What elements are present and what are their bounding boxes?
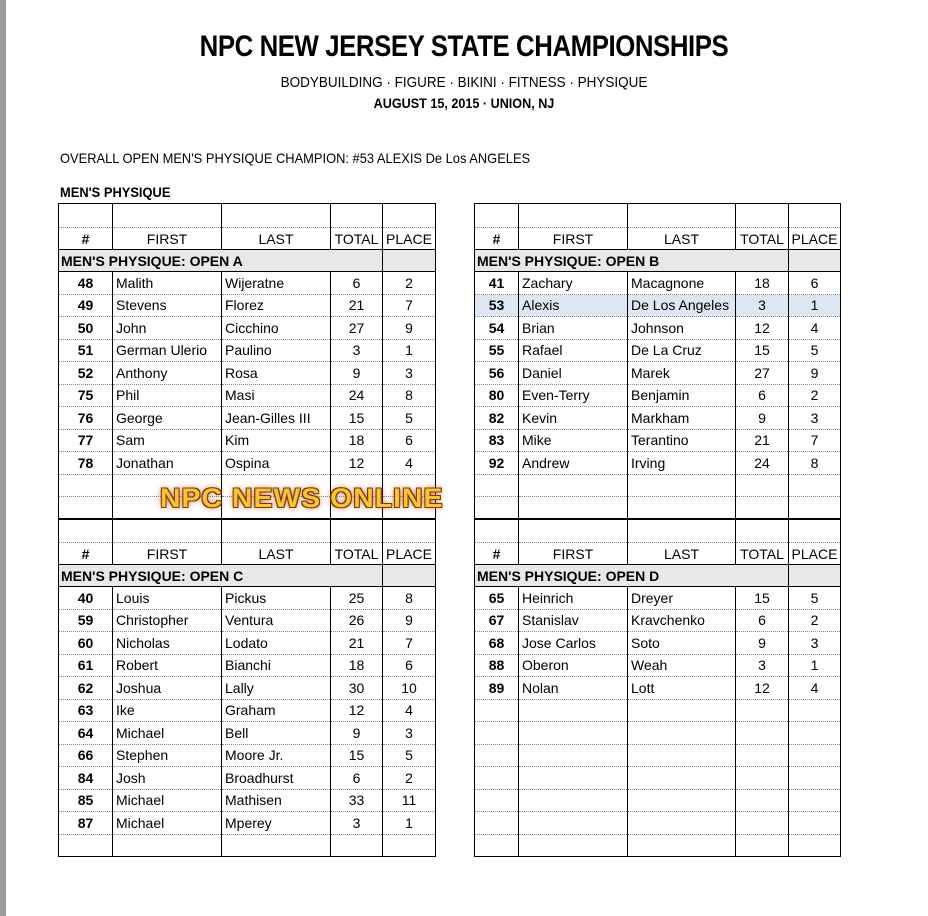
col-last-cell: Markham	[628, 407, 736, 430]
col-last-cell: Mathisen	[222, 789, 331, 812]
table-row	[59, 632, 436, 655]
group-title: MEN'S PHYSIQUE: OPEN D	[475, 565, 736, 587]
col-number-cell: 64	[59, 722, 113, 745]
col-number-cell: 76	[59, 407, 113, 430]
column-header-row	[475, 543, 841, 565]
col-total-cell: 12	[736, 677, 789, 700]
page-title: NPC NEW JERSEY STATE CHAMPIONSHIPS	[199, 30, 729, 63]
col-last-cell: Wijeratne	[222, 272, 331, 295]
col-first-cell: Phil	[113, 384, 222, 407]
table-row	[475, 609, 841, 632]
col-number-cell: 68	[475, 632, 519, 655]
col-last-cell: Lally	[222, 677, 331, 700]
table-row	[475, 407, 841, 430]
col-place-cell: 6	[383, 654, 436, 677]
col-number-cell: 67	[475, 609, 519, 632]
table-row	[475, 429, 841, 452]
blank-header-row	[475, 204, 841, 228]
col-number-cell: 88	[475, 654, 519, 677]
table-row	[59, 429, 436, 452]
col-number-cell: 92	[475, 452, 519, 475]
watermark-logo: NPC NEWS ONLINE	[160, 483, 444, 513]
col-place-cell: 7	[383, 632, 436, 655]
column-header-col-place: PLACE	[789, 228, 841, 250]
col-last-cell: Mperey	[222, 812, 331, 835]
col-place-cell: 4	[383, 699, 436, 722]
col-first-cell: Andrew	[519, 452, 628, 475]
col-number-cell: 53	[475, 294, 519, 317]
page-subtitle: BODYBUILDING · FIGURE · BIKINI · FITNESS · PHYSIQUE	[280, 74, 648, 91]
col-number-cell: 75	[59, 384, 113, 407]
col-number-cell: 65	[475, 587, 519, 610]
table-row	[59, 452, 436, 475]
column-header-col-first: FIRST	[519, 543, 628, 565]
col-total-cell: 3	[331, 812, 383, 835]
col-place-cell: 7	[789, 429, 841, 452]
col-last-cell: Kravchenko	[628, 609, 736, 632]
col-place-cell: 7	[383, 294, 436, 317]
col-place-cell: 5	[383, 407, 436, 430]
event-date: AUGUST 15, 2015 · UNION, NJ	[373, 95, 555, 111]
col-last-cell: Marek	[628, 362, 736, 385]
col-last-cell: Lott	[628, 677, 736, 700]
col-place-cell: 3	[383, 362, 436, 385]
col-last-cell: Lodato	[222, 632, 331, 655]
col-first-cell: Daniel	[519, 362, 628, 385]
col-last-cell: Ventura	[222, 609, 331, 632]
table-row	[59, 587, 436, 610]
col-first-cell: Louis	[113, 587, 222, 610]
col-total-cell: 3	[331, 339, 383, 362]
col-last-cell: Jean-Gilles III	[222, 407, 331, 430]
col-place-cell: 5	[383, 744, 436, 767]
empty-row	[475, 789, 841, 812]
col-number-cell: 55	[475, 339, 519, 362]
column-header-col-place: PLACE	[789, 543, 841, 565]
col-place-cell: 1	[789, 654, 841, 677]
col-place-cell: 3	[383, 722, 436, 745]
table-row	[475, 677, 841, 700]
col-first-cell: Nicholas	[113, 632, 222, 655]
table-row	[59, 767, 436, 790]
table-row	[475, 294, 841, 317]
table-row	[59, 407, 436, 430]
table-row	[59, 609, 436, 632]
col-first-cell: Josh	[113, 767, 222, 790]
col-total-cell: 12	[331, 699, 383, 722]
table-row	[59, 699, 436, 722]
col-first-cell: Alexis	[519, 294, 628, 317]
col-total-cell: 24	[331, 384, 383, 407]
col-number-cell: 77	[59, 429, 113, 452]
col-first-cell: Malith	[113, 272, 222, 295]
col-number-cell: 84	[59, 767, 113, 790]
column-header-col-last: LAST	[628, 228, 736, 250]
col-last-cell: Florez	[222, 294, 331, 317]
table-row	[475, 654, 841, 677]
col-number-cell: 66	[59, 744, 113, 767]
col-total-cell: 6	[736, 609, 789, 632]
col-first-cell: Stevens	[113, 294, 222, 317]
col-number-cell: 40	[59, 587, 113, 610]
col-last-cell: Weah	[628, 654, 736, 677]
col-last-cell: Ospina	[222, 452, 331, 475]
column-header-col-last: LAST	[628, 543, 736, 565]
col-first-cell: German Ulerio	[113, 339, 222, 362]
col-last-cell: De Los Angeles	[628, 294, 736, 317]
col-last-cell: Dreyer	[628, 587, 736, 610]
table-row	[59, 722, 436, 745]
col-place-cell: 2	[383, 272, 436, 295]
table-row	[59, 272, 436, 295]
table-row	[59, 744, 436, 767]
col-first-cell: Heinrich	[519, 587, 628, 610]
col-total-cell: 18	[736, 272, 789, 295]
group-title-row	[475, 565, 841, 587]
empty-row	[475, 474, 841, 497]
col-total-cell: 12	[736, 317, 789, 340]
table-row	[475, 317, 841, 340]
col-total-cell: 30	[331, 677, 383, 700]
col-number-cell: 82	[475, 407, 519, 430]
col-number-cell: 61	[59, 654, 113, 677]
group-title-row	[59, 565, 436, 587]
col-number-cell: 41	[475, 272, 519, 295]
table-row	[475, 384, 841, 407]
col-number-cell: 54	[475, 317, 519, 340]
empty-row	[59, 834, 436, 857]
col-last-cell: Moore Jr.	[222, 744, 331, 767]
col-first-cell: Zachary	[519, 272, 628, 295]
column-header-col-last: LAST	[222, 228, 331, 250]
table-row	[475, 632, 841, 655]
col-number-cell: 52	[59, 362, 113, 385]
col-first-cell: Rafael	[519, 339, 628, 362]
col-first-cell: Mike	[519, 429, 628, 452]
col-number-cell: 60	[59, 632, 113, 655]
table-row	[475, 362, 841, 385]
column-header-col-total: TOTAL	[331, 228, 383, 250]
col-first-cell: Joshua	[113, 677, 222, 700]
col-total-cell: 33	[331, 789, 383, 812]
results-table-open-c	[58, 518, 436, 857]
table-row	[59, 362, 436, 385]
column-header-col-first: FIRST	[113, 228, 222, 250]
col-first-cell: Ike	[113, 699, 222, 722]
column-header-col-number: #	[59, 228, 113, 250]
col-place-cell: 8	[383, 587, 436, 610]
column-header-col-first: FIRST	[113, 543, 222, 565]
column-header-col-total: TOTAL	[331, 543, 383, 565]
col-place-cell: 8	[789, 452, 841, 475]
col-last-cell: Irving	[628, 452, 736, 475]
col-total-cell: 24	[736, 452, 789, 475]
column-header-row	[59, 228, 436, 250]
col-place-cell: 2	[789, 609, 841, 632]
group-title: MEN'S PHYSIQUE: OPEN B	[475, 250, 736, 272]
col-place-cell: 1	[789, 294, 841, 317]
col-last-cell: Masi	[222, 384, 331, 407]
col-place-cell: 9	[383, 317, 436, 340]
column-header-row	[475, 228, 841, 250]
col-total-cell: 6	[331, 767, 383, 790]
col-place-cell: 4	[789, 677, 841, 700]
empty-row	[475, 699, 841, 722]
col-total-cell: 18	[331, 429, 383, 452]
table-row	[59, 789, 436, 812]
col-total-cell: 6	[331, 272, 383, 295]
col-last-cell: Benjamin	[628, 384, 736, 407]
col-last-cell: Kim	[222, 429, 331, 452]
col-place-cell: 8	[383, 384, 436, 407]
col-first-cell: Robert	[113, 654, 222, 677]
results-table-open-b	[474, 203, 841, 520]
col-total-cell: 15	[736, 587, 789, 610]
column-header-col-total: TOTAL	[736, 543, 789, 565]
col-place-cell: 2	[383, 767, 436, 790]
col-total-cell: 9	[736, 632, 789, 655]
table-row	[59, 384, 436, 407]
col-number-cell: 89	[475, 677, 519, 700]
col-place-cell: 6	[789, 272, 841, 295]
table-row	[59, 677, 436, 700]
col-total-cell: 21	[736, 429, 789, 452]
col-first-cell: John	[113, 317, 222, 340]
table-row	[475, 587, 841, 610]
col-total-cell: 3	[736, 654, 789, 677]
column-header-col-place: PLACE	[383, 543, 436, 565]
col-number-cell: 80	[475, 384, 519, 407]
col-place-cell: 3	[789, 407, 841, 430]
col-number-cell: 48	[59, 272, 113, 295]
blank-header-row	[59, 204, 436, 228]
empty-row	[475, 812, 841, 835]
group-title: MEN'S PHYSIQUE: OPEN A	[59, 250, 331, 272]
col-first-cell: Stanislav	[519, 609, 628, 632]
col-number-cell: 62	[59, 677, 113, 700]
col-last-cell: Broadhurst	[222, 767, 331, 790]
col-last-cell: Bell	[222, 722, 331, 745]
column-header-col-last: LAST	[222, 543, 331, 565]
col-total-cell: 9	[736, 407, 789, 430]
col-total-cell: 25	[331, 587, 383, 610]
col-place-cell: 9	[383, 609, 436, 632]
column-header-col-number: #	[59, 543, 113, 565]
table-row	[59, 317, 436, 340]
group-title-row	[59, 250, 436, 272]
column-header-col-number: #	[475, 228, 519, 250]
col-first-cell: Even-Terry	[519, 384, 628, 407]
col-first-cell: Sam	[113, 429, 222, 452]
col-last-cell: Graham	[222, 699, 331, 722]
col-first-cell: Michael	[113, 812, 222, 835]
col-number-cell: 51	[59, 339, 113, 362]
col-first-cell: Christopher	[113, 609, 222, 632]
column-header-col-number: #	[475, 543, 519, 565]
empty-row	[475, 497, 841, 520]
col-last-cell: Bianchi	[222, 654, 331, 677]
col-first-cell: Michael	[113, 789, 222, 812]
col-last-cell: Macagnone	[628, 272, 736, 295]
col-first-cell: Anthony	[113, 362, 222, 385]
col-place-cell: 5	[789, 587, 841, 610]
col-number-cell: 83	[475, 429, 519, 452]
col-place-cell: 11	[383, 789, 436, 812]
table-row	[475, 452, 841, 475]
results-table-open-a	[58, 203, 436, 520]
col-total-cell: 27	[331, 317, 383, 340]
col-total-cell: 21	[331, 294, 383, 317]
col-first-cell: George	[113, 407, 222, 430]
col-number-cell: 78	[59, 452, 113, 475]
col-last-cell: Paulino	[222, 339, 331, 362]
col-place-cell: 9	[789, 362, 841, 385]
empty-row	[475, 834, 841, 857]
empty-row	[475, 722, 841, 745]
col-place-cell: 1	[383, 812, 436, 835]
col-first-cell: Jonathan	[113, 452, 222, 475]
table-row	[59, 654, 436, 677]
col-first-cell: Brian	[519, 317, 628, 340]
col-first-cell: Stephen	[113, 744, 222, 767]
col-first-cell: Kevin	[519, 407, 628, 430]
col-total-cell: 6	[736, 384, 789, 407]
table-row	[475, 272, 841, 295]
col-last-cell: Pickus	[222, 587, 331, 610]
table-row	[475, 339, 841, 362]
col-number-cell: 56	[475, 362, 519, 385]
col-number-cell: 85	[59, 789, 113, 812]
column-header-col-first: FIRST	[519, 228, 628, 250]
col-number-cell: 49	[59, 294, 113, 317]
col-last-cell: Johnson	[628, 317, 736, 340]
col-place-cell: 1	[383, 339, 436, 362]
col-total-cell: 9	[331, 362, 383, 385]
col-first-cell: Oberon	[519, 654, 628, 677]
col-total-cell: 15	[331, 744, 383, 767]
table-row	[59, 339, 436, 362]
col-total-cell: 21	[331, 632, 383, 655]
col-total-cell: 15	[331, 407, 383, 430]
col-last-cell: Terantino	[628, 429, 736, 452]
section-heading: MEN'S PHYSIQUE	[60, 184, 171, 200]
blank-header-row	[59, 519, 436, 543]
table-row	[59, 812, 436, 835]
col-first-cell: Nolan	[519, 677, 628, 700]
col-last-cell: Cicchino	[222, 317, 331, 340]
col-number-cell: 59	[59, 609, 113, 632]
col-place-cell: 2	[789, 384, 841, 407]
col-total-cell: 26	[331, 609, 383, 632]
col-place-cell: 5	[789, 339, 841, 362]
col-total-cell: 9	[331, 722, 383, 745]
col-first-cell: Michael	[113, 722, 222, 745]
col-place-cell: 6	[383, 429, 436, 452]
page-left-edge	[0, 0, 6, 916]
blank-header-row	[475, 519, 841, 543]
group-title: MEN'S PHYSIQUE: OPEN C	[59, 565, 331, 587]
col-place-cell: 10	[383, 677, 436, 700]
col-number-cell: 50	[59, 317, 113, 340]
col-total-cell: 12	[331, 452, 383, 475]
group-title-row	[475, 250, 841, 272]
results-table-open-d	[474, 518, 841, 857]
col-number-cell: 87	[59, 812, 113, 835]
col-total-cell: 27	[736, 362, 789, 385]
empty-row	[475, 744, 841, 767]
col-total-cell: 15	[736, 339, 789, 362]
col-place-cell: 4	[383, 452, 436, 475]
col-total-cell: 3	[736, 294, 789, 317]
table-row	[59, 294, 436, 317]
col-first-cell: Jose Carlos	[519, 632, 628, 655]
empty-row	[475, 767, 841, 790]
col-place-cell: 4	[789, 317, 841, 340]
column-header-row	[59, 543, 436, 565]
col-last-cell: De La Cruz	[628, 339, 736, 362]
col-last-cell: Rosa	[222, 362, 331, 385]
col-last-cell: Soto	[628, 632, 736, 655]
col-number-cell: 63	[59, 699, 113, 722]
col-total-cell: 18	[331, 654, 383, 677]
overall-champion-line: OVERALL OPEN MEN'S PHYSIQUE CHAMPION: #53 ALEXIS De Los ANGELES	[60, 150, 531, 166]
col-place-cell: 3	[789, 632, 841, 655]
column-header-col-place: PLACE	[383, 228, 436, 250]
column-header-col-total: TOTAL	[736, 228, 789, 250]
